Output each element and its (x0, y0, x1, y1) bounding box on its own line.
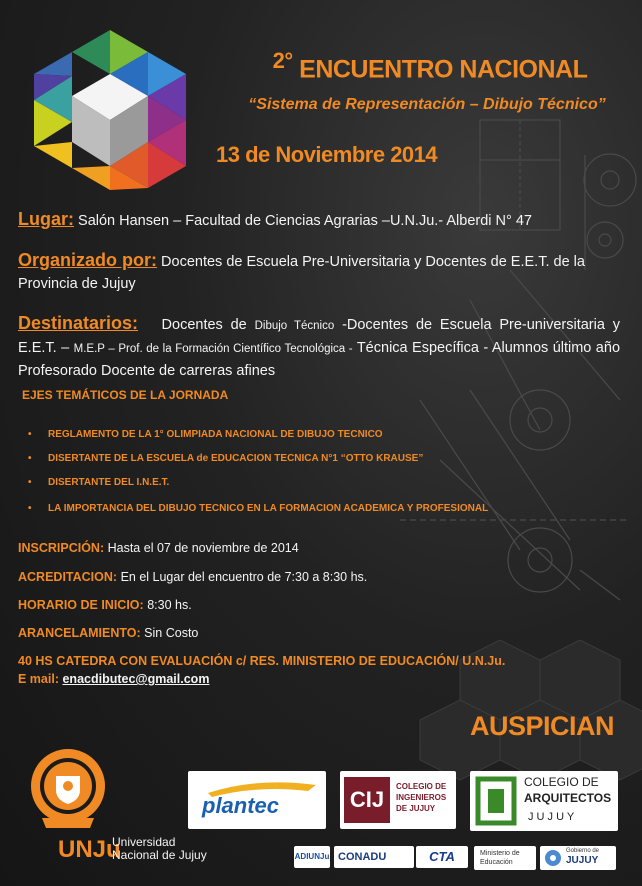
destinatarios-text-4: M.E.P – Prof. de la Formación Científico Tecnológica - (73, 343, 353, 355)
ministerio-line1: Ministerio de (480, 850, 520, 857)
conadu-logo (334, 846, 414, 868)
cij-name: COLEGIO DE INGENIEROS DE JUJUY (396, 782, 447, 813)
destinatarios-label: Destinatarios: (18, 313, 139, 333)
event-title: $^{2^\circ}$ ENCUENTRO NACIONAL (272, 48, 588, 84)
eje-item-text: DISERTANTE DEL I.N.E.T. (48, 477, 170, 488)
acreditacion-row (18, 570, 367, 584)
arancel-row (18, 626, 198, 640)
unju-seal (28, 746, 108, 832)
cta-text: CTA (429, 849, 455, 864)
eje-item: • DISERTANTE DEL I.N.E.T. (28, 477, 170, 488)
eje-item-text: DISERTANTE DE LA ESCUELA de EDUCACION TECNICA N°1 “OTTO KRAUSE” (48, 453, 424, 464)
destinatarios-text-1: Docentes de (161, 317, 247, 333)
horario-label: HORARIO DE INICIO: (18, 598, 144, 612)
email-label: E mail: (18, 672, 59, 686)
destinatarios-section (18, 312, 620, 382)
arquitectos-mark-icon (474, 773, 522, 829)
plantec-text: plantec (202, 793, 280, 818)
ejes-title: EJES TEMÁTICOS DE LA JORNADA (22, 388, 229, 402)
lugar-label: Lugar: (18, 209, 74, 229)
unju-line1: Universidad (112, 835, 176, 849)
destinatarios-text-5: Técnica Específica - Alumnos último año Profesorado Docente de carreras afines (18, 340, 621, 379)
cta-logo (416, 846, 468, 868)
horario-value: 8:30 hs. (147, 598, 192, 612)
arquitectos-line1: COLEGIO DE (524, 775, 599, 789)
arquitectos-line3: J U J U Y (528, 811, 575, 823)
cij-logo (340, 771, 456, 829)
event-date: 13 de Noviembre 2014 (216, 142, 438, 167)
ministerio-logo (474, 846, 536, 870)
organizado-label: Organizado por: (18, 250, 157, 270)
ministerio-line2: Educación (480, 859, 513, 866)
unju-name (112, 836, 207, 862)
arquitectos-logo (470, 771, 618, 831)
event-subtitle: “Sistema de Representación – Dibujo Técnico” (248, 96, 606, 113)
email-row (18, 672, 209, 686)
horario-row (18, 598, 192, 612)
plantec-logo (188, 771, 326, 829)
auspician-title: AUSPICIAN (470, 711, 615, 741)
gobierno-line1: Gobierno de (566, 848, 600, 854)
email-link[interactable]: enacdibutec@gmail.com (62, 672, 210, 686)
catedra-row: 40 HS CATEDRA CON EVALUACIÓN c/ RES. MINISTERIO DE EDUCACIÓN/ U.N.Ju. (18, 654, 506, 668)
organizado-section (18, 249, 620, 295)
cube-logo (28, 28, 192, 192)
eje-item: • REGLAMENTO DE LA 1° OLIMPIADA NACIONAL DE DIBUJO TECNICO (28, 429, 383, 440)
destinatarios-text-3: -Docentes de Escuela Pre-universitaria y E.E.T. – (18, 317, 620, 356)
inscripcion-label: INSCRIPCIÓN: (18, 541, 105, 555)
arancel-value: Sin Costo (144, 626, 199, 640)
unju-line2: Nacional de Jujuy (112, 848, 207, 862)
cij-letters: CIJ (344, 777, 390, 823)
eje-item: • DISERTANTE DE LA ESCUELA de EDUCACION TECNICA N°1 “OTTO KRAUSE” (28, 453, 424, 464)
conadu-text: CONADU (338, 851, 387, 863)
inscripcion-value: Hasta el 07 de noviembre de 2014 (107, 541, 299, 555)
jujuy-shield-icon (543, 848, 563, 868)
acreditacion-label: ACREDITACION: (18, 570, 118, 584)
unju-short: UNJu (58, 836, 121, 863)
inscripcion-row (18, 541, 299, 555)
lugar-text: Salón Hansen – Facultad de Ciencias Agrarias –U.N.Ju.- Alberdi N° 47 (78, 213, 532, 229)
destinatarios-text-2: Dibujo Técnico (254, 320, 335, 332)
organizado-text: Docentes de Escuela Pre-Universitaria y Docentes de E.E.T. de la Provincia de Jujuy (18, 254, 585, 292)
acreditacion-value: En el Lugar del encuentro de 7:30 a 8:30 hs. (120, 570, 368, 584)
arancel-label: ARANCELAMIENTO: (18, 626, 141, 640)
eje-item: • LA IMPORTANCIA DEL DIBUJO TECNICO EN LA FORMACION ACADEMICA Y PROFESIONAL (28, 503, 489, 514)
gobierno-line2: JUJUY (566, 855, 599, 866)
arquitectos-line2: ARQUITECTOS (524, 791, 612, 805)
adiunju-text: ADIUNJu (294, 852, 330, 861)
adiunju-logo (294, 846, 330, 868)
eje-item-text: LA IMPORTANCIA DEL DIBUJO TECNICO EN LA FORMACION ACADEMICA Y PROFESIONAL (48, 503, 489, 514)
eje-item-text: REGLAMENTO DE LA 1° OLIMPIADA NACIONAL DE DIBUJO TECNICO (48, 429, 383, 440)
gobierno-jujuy-logo (540, 846, 616, 870)
lugar-section (18, 208, 620, 232)
